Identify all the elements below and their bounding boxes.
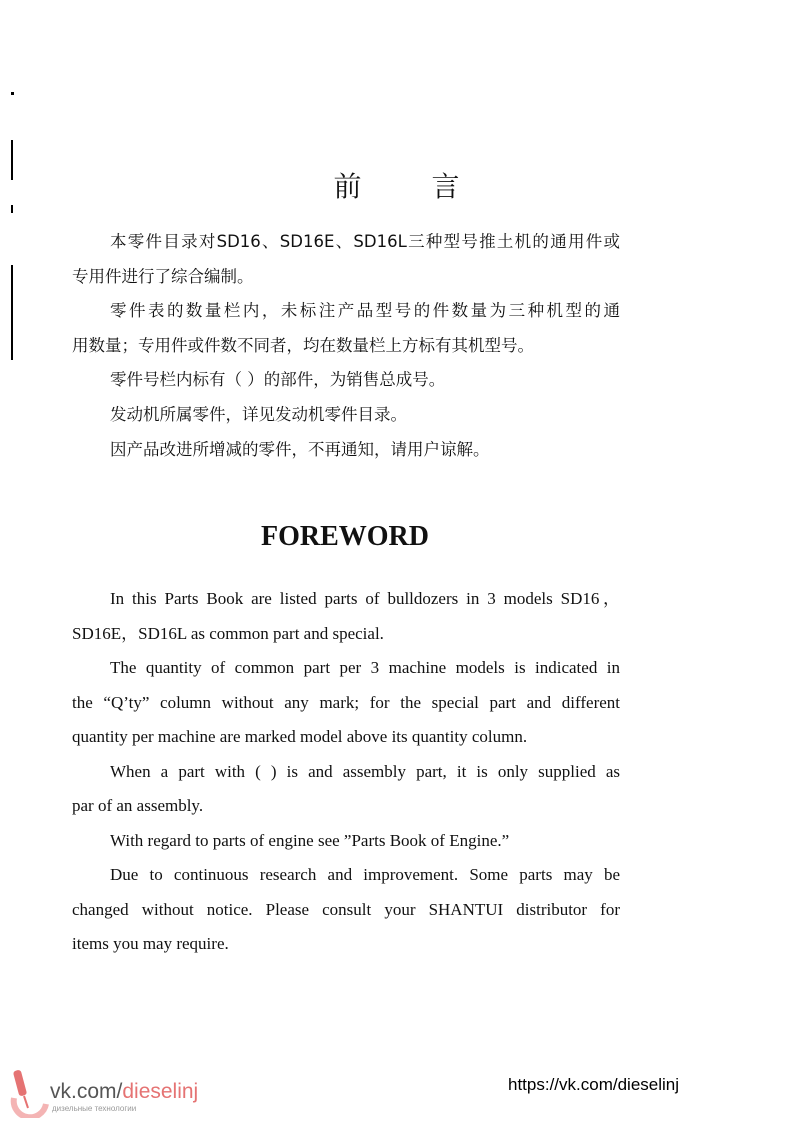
watermark-name: dieselinj	[122, 1080, 199, 1103]
en-line: items you may require.	[72, 934, 229, 953]
cn-line: 发动机所属零件，详见发动机零件目录。	[110, 404, 407, 424]
en-line: changed without notice. Please consult your SHANTUI distributor for	[72, 899, 620, 919]
scan-mark	[11, 265, 13, 360]
en-line: par of an assembly.	[72, 796, 204, 815]
en-line: When a part with ( ) is and assembly part, it is only supplied as	[110, 761, 620, 781]
injector-logo-icon	[8, 1068, 52, 1118]
en-line: SD16E，SD16L as common part and special.	[72, 623, 384, 643]
watermark-site	[50, 1080, 198, 1104]
en-line: the “Q’ty” column without any mark; for the special part and different	[72, 692, 620, 712]
cn-line: 零件号栏内标有（ ）的部件，为销售总成号。	[110, 370, 446, 390]
watermark-subtitle: дизельные технологии	[52, 1104, 137, 1113]
scan-mark	[11, 205, 13, 213]
cn-line: 专用件进行了综合编制。	[72, 266, 254, 286]
en-line: quantity per machine are marked model above its quantity column.	[72, 727, 528, 746]
chinese-title: 前言	[333, 170, 530, 203]
scan-mark	[11, 92, 14, 95]
en-line: Due to continuous research and improvement. Some parts may be	[110, 865, 620, 884]
cn-line: 因产品改进所增减的零件，不再通知，请用户谅解。	[110, 439, 490, 459]
chinese-body	[72, 225, 620, 467]
footer-url-link[interactable]: https://vk.com/dieselinj	[508, 1075, 680, 1094]
en-line: In this Parts Book are listed parts of bulldozers in 3 models SD16，	[110, 589, 620, 608]
cn-line: 本零件目录对SD16、SD16E、SD16L三种型号推土机的通用件或	[110, 232, 620, 251]
watermark-prefix: vk.com/	[50, 1080, 123, 1103]
en-line: The quantity of common part per 3 machine models is indicated in	[110, 658, 620, 677]
cn-line: 用数量；专用件或件数不同者，均在数量栏上方标有其机型号。	[72, 335, 534, 355]
cn-line: 零件表的数量栏内，未标注产品型号的件数量为三种机型的通	[110, 301, 620, 321]
english-title: FOREWORD	[261, 521, 429, 552]
en-line: With regard to parts of engine see ”Parts Book of Engine.”	[110, 830, 510, 850]
english-body	[72, 582, 620, 962]
